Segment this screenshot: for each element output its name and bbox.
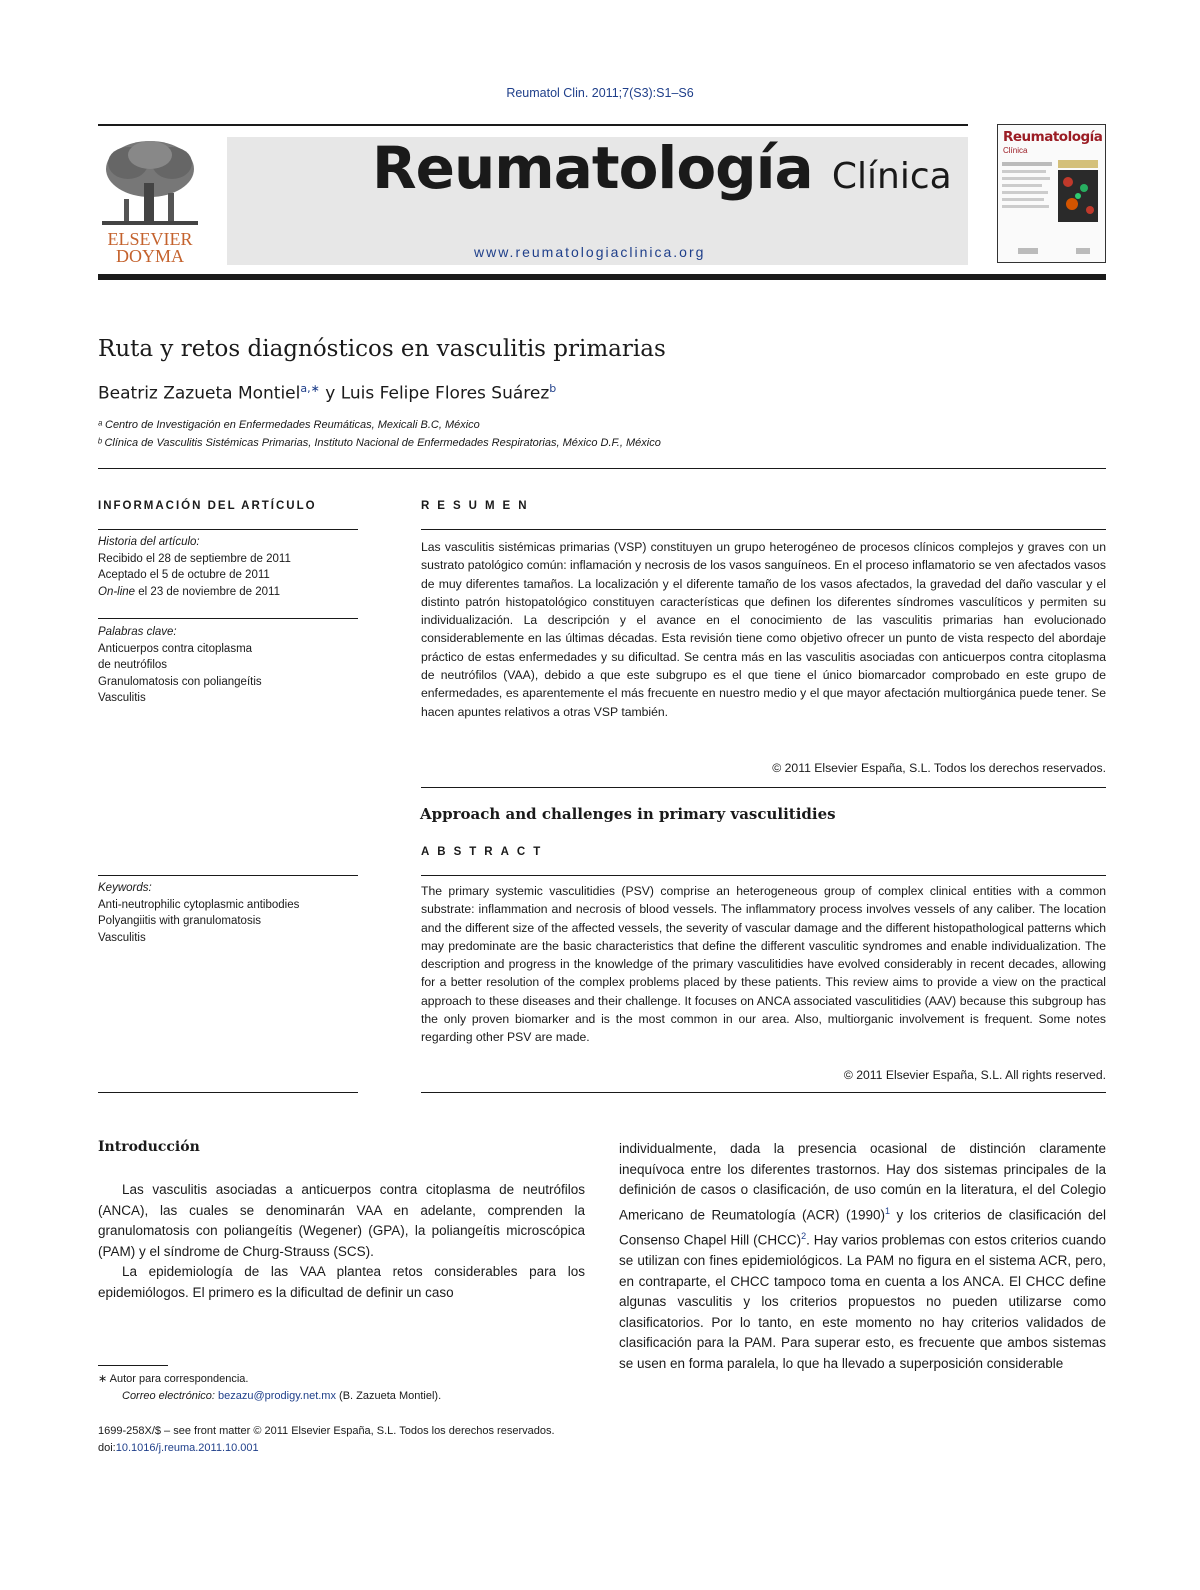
keyword-es: Granulomatosis con poliangeítis: [98, 675, 262, 688]
resumen-heading: RESUMEN: [421, 500, 535, 512]
journal-name: [372, 134, 952, 202]
issn-line: 1699-258X/$ – see front matter © 2011 Elsevier España, S.L. Todos los derechos reservados.: [98, 1425, 555, 1437]
article-info-heading: INFORMACIÓN DEL ARTÍCULO: [98, 500, 317, 512]
abstract-text: The primary systemic vasculitidies (PSV) comprise an heterogeneous group of complex clinical entities with a common substrate: inflammation and necrosis of blood vessels. The inflammatory process involves vessels of any caliber. The location and the different size of the affected vessels, the severity of vascular damage and the different histopathological patterns which may predominate are the basic characteristics that define the different vasculitic syndromes and enable individualization. The description and progress in the knowledge of the primary vasculitidies have evolved considerably in recent decades, allowing for a better resolution of the complex problems placed by these patients. This review aims to provide a view on the practical approach to these diseases and their challenge. It focuses on ANCA associated vasculitidies (AAV) because this subgroup has the only proven biomarker and is the most common in our area. Also, multiorganic involvement is frequent. Some notes regarding other PSV are made.: [421, 884, 1106, 1045]
resumen-copyright: © 2011 Elsevier España, S.L. Todos los derechos reservados.: [772, 761, 1106, 775]
doi-label: doi:: [98, 1442, 116, 1454]
journal-cover-image: [997, 124, 1106, 263]
english-title: Approach and challenges in primary vasculitidies: [420, 805, 836, 823]
publisher-name-line1: ELSEVIER: [107, 229, 193, 249]
cover-subtitle: Clínica: [1003, 146, 1028, 155]
resumen-rule: [421, 529, 1106, 530]
article-history: [98, 534, 358, 600]
author-joiner: y: [319, 383, 341, 404]
email-label: Correo electrónico:: [122, 1390, 218, 1402]
history-online: [98, 584, 358, 601]
body-right-column: [619, 1139, 1106, 1375]
info-rule-3: [98, 875, 358, 876]
keyword-es: Vasculitis: [98, 692, 146, 705]
email-footnote: [98, 1388, 441, 1405]
history-accepted: Aceptado el 5 de octubre de 2011: [98, 569, 270, 582]
journal-name-main: Reumatología: [372, 134, 813, 202]
keywords-en-label: Keywords:: [98, 882, 152, 894]
info-rule-1: [98, 529, 358, 530]
resumen-text: Las vasculitis sistémicas primarias (VSP) constituyen un grupo heterogéneo de procesos clínicos complejos y graves con un sustrato patológico común: inflamación y necrosis de los vasos sanguíneos. En el proceso inflamatorio se ven afectados vasos de muy diferentes tamaños. La localización y el diferente tamaño de los vasos afectados, la gravedad del daño vascular y el distinto patrón histopatológico constituyen características que definen los diferentes síndromes vasculíticos y permiten su individualización. La descripción y el avance en el conocimiento de las vasculitis primarias han evolucionado considerablemente en las últimas décadas. Esta revisión tiene como objetivo ofrecer un punto de vista respecto del abordaje práctico de estas enfermedades y su dificultad. Se centra más en las vasculitis asociadas con anticuerpos contra citoplasma de neutrófilos (VAA), debido a que este subgrupo es el que tiene el único biomarcador comprobado en este grupo de enfermedades, es aparentemente el más frecuente en nuestro medio y el que mayor afectación multiorgánica puede tener. Se hacen apuntes relativos a otras VSP también.: [421, 540, 1106, 719]
body-text: individualmente, dada la presencia ocasional de distinción claramente inequívoca entre los diferentes trastornos. Hay dos sistemas principales de la definición de casos o clasificación, de uso común en la literatura, el del Colegio Americano de Reumatología (ACR) (1990): [619, 1141, 1106, 1223]
history-label: Historia del artículo:: [98, 536, 200, 548]
abstract-copyright: © 2011 Elsevier España, S.L. All rights reserved.: [843, 1068, 1106, 1082]
title-block-rule: [98, 468, 1106, 469]
info-rule-2: [98, 618, 358, 619]
body-paragraph: La epidemiología de las VAA plantea retos considerables para los epidemiólogos. El primero es la dificultad de definir un caso: [98, 1264, 585, 1300]
journal-name-sub: Clínica: [831, 156, 952, 197]
elsevier-tree-icon: [98, 137, 202, 229]
keywords-es: [98, 624, 358, 707]
keywords-es-label: Palabras clave:: [98, 626, 177, 638]
doi-line: [98, 1440, 259, 1457]
affiliation-b: ᵇ Clínica de Vasculitis Sistémicas Primarias, Instituto Nacional de Enfermedades Respiratorias, México D.F., México: [98, 437, 661, 449]
journal-url-link[interactable]: www.reumatologiaclinica.org: [474, 244, 706, 260]
resumen-end-rule: [421, 787, 1106, 788]
body-left-column: [98, 1180, 585, 1304]
keyword-es: Anticuerpos contra citoplasma: [98, 642, 253, 655]
keyword-es: de neutrófilos: [98, 659, 168, 672]
info-rule-4: [98, 1092, 358, 1093]
top-rule: [98, 124, 968, 126]
correspondence-footnote: ∗ Autor para correspondencia.: [98, 1373, 249, 1385]
body-text: y los criterios de clasificación del Consenso Chapel Hill (CHCC): [619, 1207, 1106, 1248]
header-thick-rule: [98, 274, 1106, 280]
keywords-en: [98, 880, 358, 946]
author-2[interactable]: Luis Felipe Flores Suárez: [340, 383, 550, 404]
abstract-heading: ABSTRACT: [421, 846, 549, 858]
history-received: Recibido el 28 de septiembre de 2011: [98, 552, 291, 565]
publisher-logo: [98, 137, 210, 265]
reference-link-2[interactable]: 2: [801, 1230, 807, 1241]
abstract-end-rule: [421, 1092, 1106, 1093]
body-text: . Hay varios problemas con estos criterios cuando se utilizan con fines epidemiológicos. La PAM no figura en el sistema ACR, pero, en contraparte, el CHCC tampoco toma en cuenta a los ANCA. El CHCC define algunas vasculitis y los criterios propuestos no pueden utilizarse como clasificatorios. Por lo tanto, en este momento no hay criterios validados de clasificación para la PAM. Para superar esto, es frecuente que ambos sistemas se usen en forma paralela, lo que ha llevado a superposición considerable: [619, 1232, 1106, 1371]
cover-title: Reumatología: [1003, 129, 1103, 145]
body-paragraph: Las vasculitis asociadas a anticuerpos contra citoplasma de neutrófilos (ANCA), las cuales se denominarán VAA en adelante, comprenden la granulomatosis con poliangeítis (Wegener) (GPA), la poliangeítis microscópica (PAM) y el síndrome de Churg-Strauss (SCS).: [98, 1182, 585, 1259]
history-online-date: el 23 de noviembre de 2011: [135, 585, 280, 598]
journal-reference[interactable]: Reumatol Clin. 2011;7(S3):S1–S6: [506, 86, 694, 100]
abstract-rule: [421, 875, 1106, 876]
reference-link-1[interactable]: 1: [885, 1205, 891, 1216]
email-link[interactable]: bezazu@prodigy.net.mx: [218, 1390, 336, 1402]
keyword-en: Polyangiitis with granulomatosis: [98, 915, 261, 928]
article-title: Ruta y retos diagnósticos en vasculitis primarias: [98, 336, 666, 362]
author-2-affiliation-marker[interactable]: b: [549, 382, 557, 395]
author-list: [98, 382, 556, 404]
section-heading-introduccion: Introducción: [98, 1139, 200, 1155]
email-suffix: (B. Zazueta Montiel).: [335, 1390, 442, 1402]
doi-link[interactable]: 10.1016/j.reuma.2011.10.001: [115, 1442, 259, 1454]
history-online-label: On-line: [98, 585, 136, 598]
keyword-en: Anti-neutrophilic cytoplasmic antibodies: [98, 898, 300, 911]
keyword-en: Vasculitis: [98, 931, 146, 944]
author-1[interactable]: Beatriz Zazueta Montiel: [98, 383, 301, 404]
cover-art-icon: [998, 158, 1105, 262]
affiliation-a: ᵃ Centro de Investigación en Enfermedades Reumáticas, Mexicali B.C, México: [98, 419, 480, 431]
publisher-name-line2: DOYMA: [115, 246, 184, 266]
author-1-affiliation-marker[interactable]: a,∗: [300, 382, 320, 395]
footnote-rule: [98, 1365, 168, 1366]
